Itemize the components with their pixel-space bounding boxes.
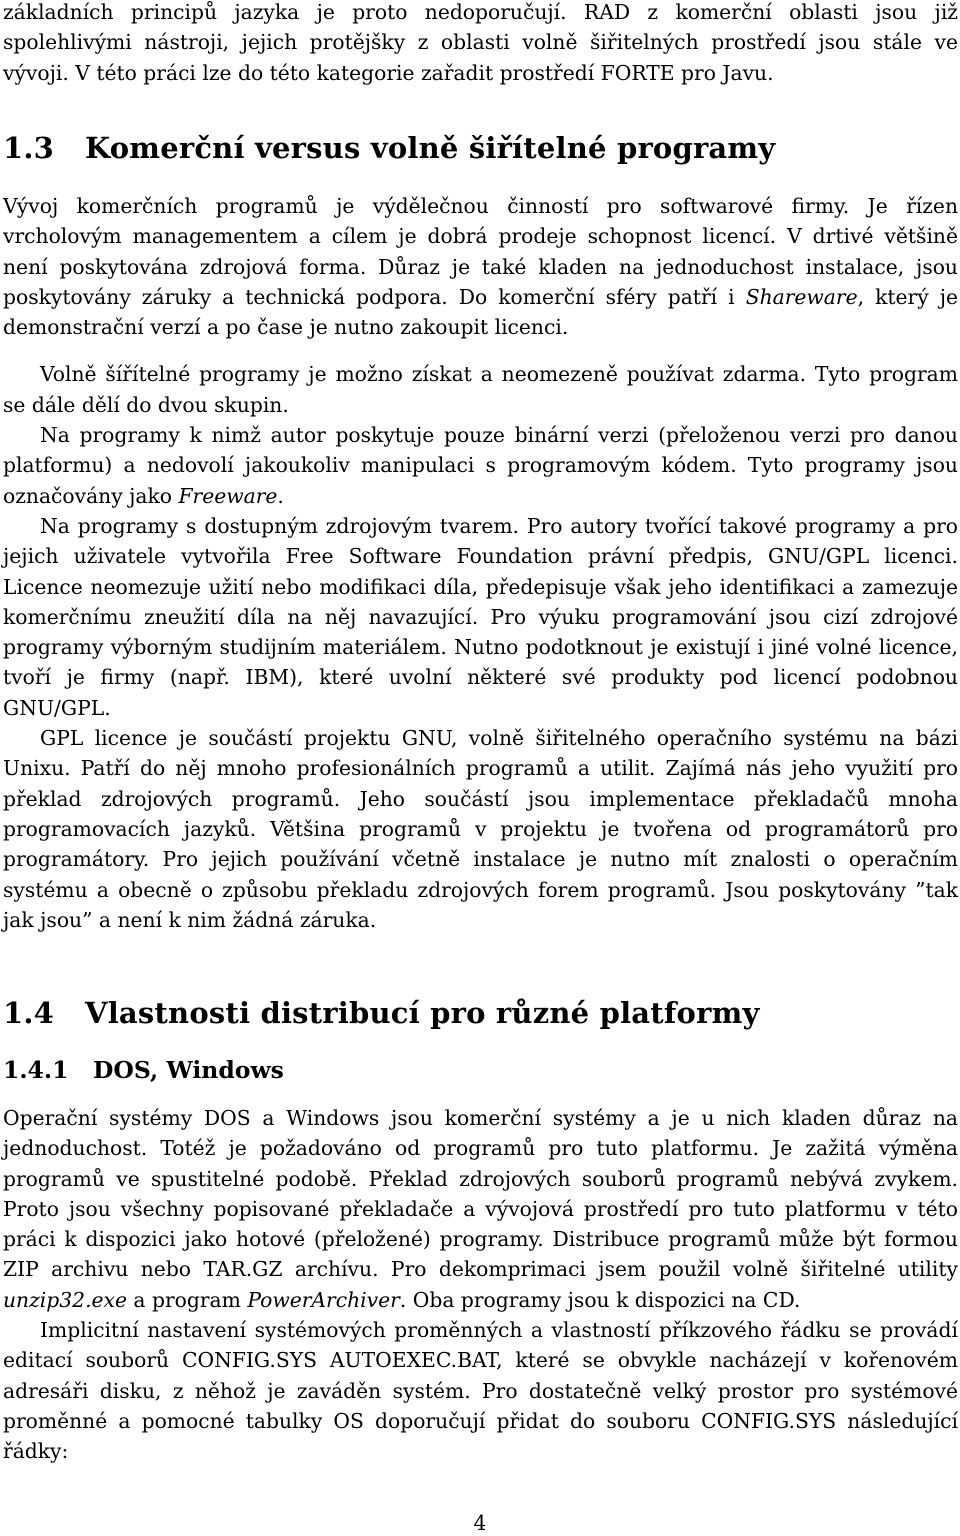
emphasis: unzip32.exe	[3, 1287, 127, 1312]
section-number: 1.3	[3, 131, 55, 165]
paragraph: GPL licence je součástí projektu GNU, volně šiřitelného operačního systému na bázi Unixu. Patří do něj mnoho profesionálních programů a utilit. Zajímá nás jeho využití pro překlad zdrojových programů. Jeho součástí jsou implementace překladačů mnoha programovacích jazyků. Většina programů v projektu je tvořena od programátorů pro programátory. Pro jejich používání včetně instalace je nutno mít znalosti o operačním systému a obecně o způsobu překladu zdrojových forem programů. Jsou poskytovány ”tak jak jsou” a není k nim žádná záruka.	[3, 726, 958, 932]
paragraph	[3, 420, 958, 511]
section-1-4-1-body	[3, 1103, 958, 1467]
section-title: Vlastnosti distribucí pro různé platformy	[85, 996, 760, 1030]
paragraph	[3, 191, 958, 342]
section-title: Komerční versus volně šiřítelné programy	[85, 131, 776, 165]
text-run: Na programy k nimž autor poskytuje pouze binární verzi (přeloženou verzi pro danou platformu) a nedovolí jakoukoliv manipulaci s programovým kódem. Tyto programy jsou označovány jako	[3, 423, 958, 508]
section-1-3-body	[3, 191, 958, 935]
intro-paragraph: základních principů jazyka je proto nedoporučují. RAD z komerční oblasti jsou již spolehlivými nástroji, jejich protějšky z oblasti volně šiřitelných prostředí jsou stále ve vývoji. V této práci lze do této kategorie zařadit prostředí FORTE pro Javu.	[3, 0, 958, 85]
page-number: 4	[473, 1511, 487, 1535]
subsection-number: 1.4.1	[3, 1056, 69, 1084]
emphasis: Shareware	[745, 284, 858, 309]
text-run: , který je demonstrační verzí a po čase je nutno zakoupit licenci.	[3, 284, 958, 340]
paragraph: Volně šířítelné programy je možno získat a neomezeně používat zdarma. Tyto program se dále dělí do dvou skupin.	[3, 362, 958, 417]
text-run: a program	[126, 1287, 248, 1312]
section-number: 1.4	[3, 996, 55, 1030]
paragraph: Na programy s dostupným zdrojovým tvarem. Pro autory tvořící takové programy a pro jejich uživatele vytvořila Free Software Foundation právní předpis, GNU/GPL licenci. Licence neomezuje užití nebo modifikaci díla, předepisuje však jeho identifikaci a zamezuje komerčnímu zneužití díla na něj navazující. Pro výuku programování jsou cizí zdrojové programy výborným studijním materiálem. Nutno podotknout je existují i jiné volné licence, tvoří je firmy (např. IBM), které uvolní některé své produkty pod licencí podobnou GNU/GPL.	[3, 513, 958, 720]
text-run: . Oba programy jsou k dispozici na CD.	[399, 1287, 801, 1312]
text-run: Vývoj komerčních programů je výdělečnou činností pro softwarové firmy. Je řízen vrcholovým managementem a cílem je dobrá prodeje schopnost licencí. V drtivé většině není poskytována zdrojová forma. Důraz je také kladen na jednoduchost instalace, jsou poskytovány záruky a technická podpora. Do komerční sféry patří i	[3, 194, 958, 309]
subsection-title: DOS, Windows	[93, 1056, 284, 1084]
section-heading-1-4	[3, 995, 760, 1031]
text-run: .	[277, 483, 284, 508]
emphasis: PowerArchiver	[247, 1287, 400, 1312]
emphasis: Freeware	[178, 483, 278, 508]
subsection-heading-1-4-1	[3, 1055, 284, 1085]
section-heading-1-3	[3, 130, 775, 166]
text-run: Operační systémy DOS a Windows jsou komerční systémy a je u nich kladen důraz na jednoduchost. Totéž je požadováno od programů pro tuto platformu. Je zažitá výměna programů ve spustitelné podobě. Překlad zdrojových souborů programů nebývá zvykem. Proto jsou všechny popisované překladače a vývojová prostředí pro tuto platformu v této práci k dispozici jako hotové (přeložené) programy. Distribuce programů může být formou ZIP archivu nebo TAR.GZ archívu. Pro dekomprimaci jsem použil volně šiřitelné utility	[3, 1106, 958, 1282]
paragraph	[3, 1103, 958, 1315]
paragraph: Implicitní nastavení systémových proměnných a vlastností příkzového řádku se provádí editací souborů CONFIG.SYS AUTOEXEC.BAT, které se obvykle nacházejí v kořenovém adresáři disku, z něhož je zaváděn systém. Pro dostatečně velký prostor pro systémové proměnné a pomocné tabulky OS doporučují přidat do souboru CONFIG.SYS následující řádky:	[3, 1318, 958, 1464]
